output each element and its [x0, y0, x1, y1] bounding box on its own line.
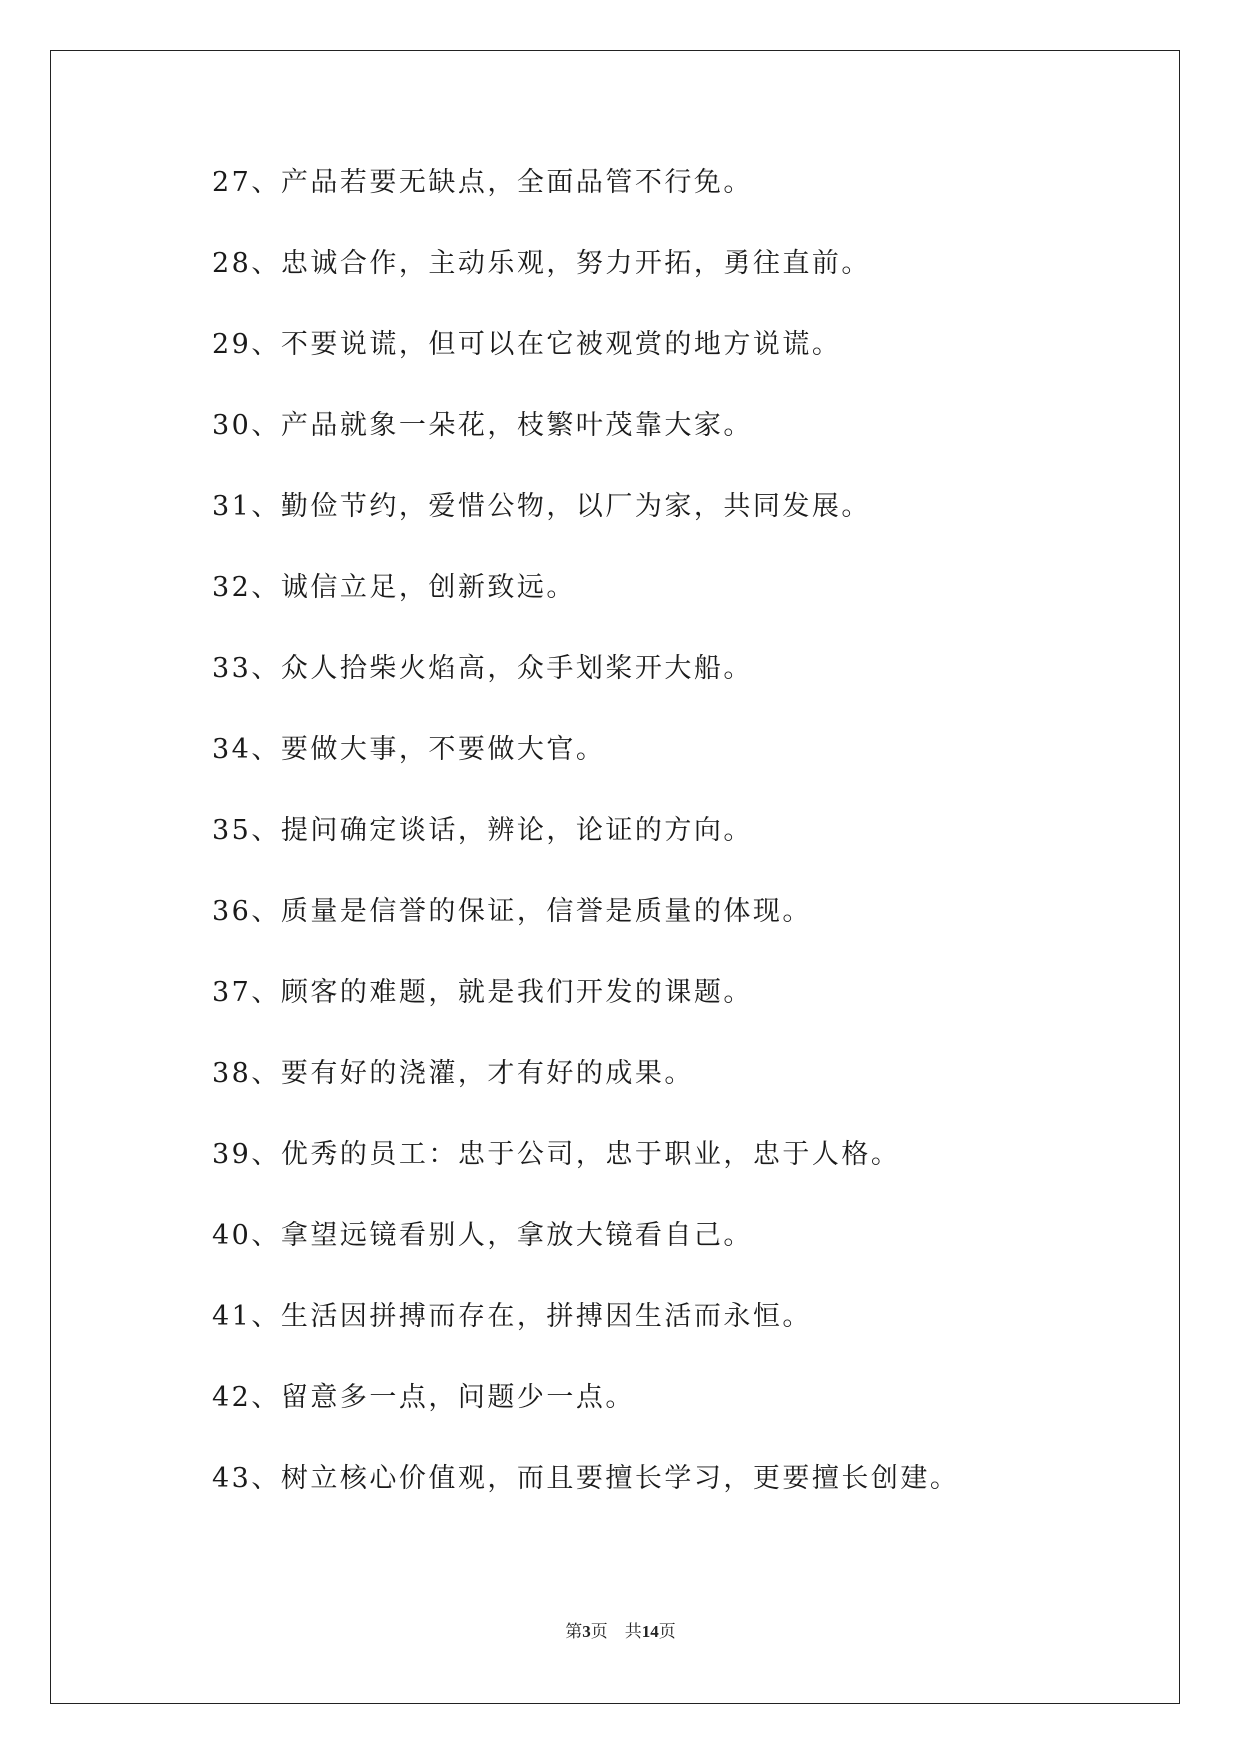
item-text: 要有好的浇灌，才有好的成果。	[280, 1058, 694, 1089]
list-item	[212, 249, 959, 330]
item-text: 忠诚合作，主动乐观，努力开拓，勇往直前。	[280, 248, 871, 279]
item-separator: 、	[251, 329, 281, 360]
item-text: 产品就象一朵花，枝繁叶茂靠大家。	[280, 410, 753, 441]
item-number: 38	[212, 1058, 252, 1089]
item-text: 不要说谎，但可以在它被观赏的地方说谎。	[280, 329, 842, 360]
item-separator: 、	[251, 1058, 281, 1089]
list-item	[212, 1383, 959, 1464]
list-item	[212, 654, 959, 735]
item-text: 要做大事，不要做大官。	[280, 734, 606, 765]
item-number: 35	[212, 815, 252, 846]
item-separator: 、	[251, 167, 281, 198]
list-item	[212, 1059, 959, 1140]
item-number: 37	[212, 977, 252, 1008]
item-text: 顾客的难题，就是我们开发的课题。	[280, 977, 753, 1008]
item-separator: 、	[251, 734, 281, 765]
item-separator: 、	[251, 572, 281, 603]
item-separator: 、	[251, 1382, 281, 1413]
item-separator: 、	[251, 1220, 281, 1251]
item-number: 29	[212, 329, 252, 360]
item-number: 39	[212, 1139, 252, 1170]
list-item	[212, 897, 959, 978]
list-item	[212, 168, 959, 249]
list-item	[212, 816, 959, 897]
item-separator: 、	[251, 653, 281, 684]
item-number: 30	[212, 410, 252, 441]
item-number: 32	[212, 572, 252, 603]
list-item	[212, 492, 959, 573]
footer-page-suffix: 页	[658, 1622, 676, 1641]
list-item	[212, 978, 959, 1059]
footer-total-pages: 14	[641, 1622, 659, 1641]
item-text: 留意多一点，问题少一点。	[280, 1382, 635, 1413]
footer-current-page: 3	[582, 1622, 591, 1641]
item-number: 43	[212, 1463, 252, 1494]
item-text: 质量是信誉的保证，信誉是质量的体现。	[280, 896, 812, 927]
item-number: 34	[212, 734, 252, 765]
page-footer	[0, 1617, 1241, 1642]
footer-page-prefix: 第	[565, 1622, 583, 1641]
list-item	[212, 330, 959, 411]
item-separator: 、	[251, 1139, 281, 1170]
item-text: 生活因拼搏而存在，拼搏因生活而永恒。	[280, 1301, 812, 1332]
list-item	[212, 735, 959, 816]
item-number: 27	[212, 167, 252, 198]
item-number: 42	[212, 1382, 252, 1413]
item-text: 众人拾柴火焰高，众手划桨开大船。	[280, 653, 753, 684]
item-separator: 、	[251, 977, 281, 1008]
item-text: 优秀的员工：忠于公司，忠于职业，忠于人格。	[280, 1139, 901, 1170]
list-item	[212, 1140, 959, 1221]
item-separator: 、	[251, 815, 281, 846]
item-text: 诚信立足，创新致远。	[280, 572, 576, 603]
item-separator: 、	[251, 248, 281, 279]
item-text: 树立核心价值观，而且要擅长学习，更要擅长创建。	[280, 1463, 960, 1494]
list-item	[212, 1221, 959, 1302]
item-text: 产品若要无缺点，全面品管不行免。	[280, 167, 753, 198]
item-number: 33	[212, 653, 252, 684]
list-item	[212, 573, 959, 654]
list-item	[212, 1464, 959, 1545]
item-text: 提问确定谈话，辨论，论证的方向。	[280, 815, 753, 846]
item-separator: 、	[251, 1463, 281, 1494]
item-number: 28	[212, 248, 252, 279]
item-text: 拿望远镜看别人，拿放大镜看自己。	[280, 1220, 753, 1251]
slogan-list	[212, 168, 959, 1545]
list-item	[212, 411, 959, 492]
item-separator: 、	[251, 491, 281, 522]
item-text: 勤俭节约，爱惜公物，以厂为家，共同发展。	[280, 491, 871, 522]
item-number: 40	[212, 1220, 252, 1251]
item-number: 31	[212, 491, 252, 522]
item-separator: 、	[251, 1301, 281, 1332]
item-number: 41	[212, 1301, 252, 1332]
item-number: 36	[212, 896, 252, 927]
item-separator: 、	[251, 410, 281, 441]
list-item	[212, 1302, 959, 1383]
item-separator: 、	[251, 896, 281, 927]
footer-page-mid: 页 共	[590, 1622, 642, 1641]
